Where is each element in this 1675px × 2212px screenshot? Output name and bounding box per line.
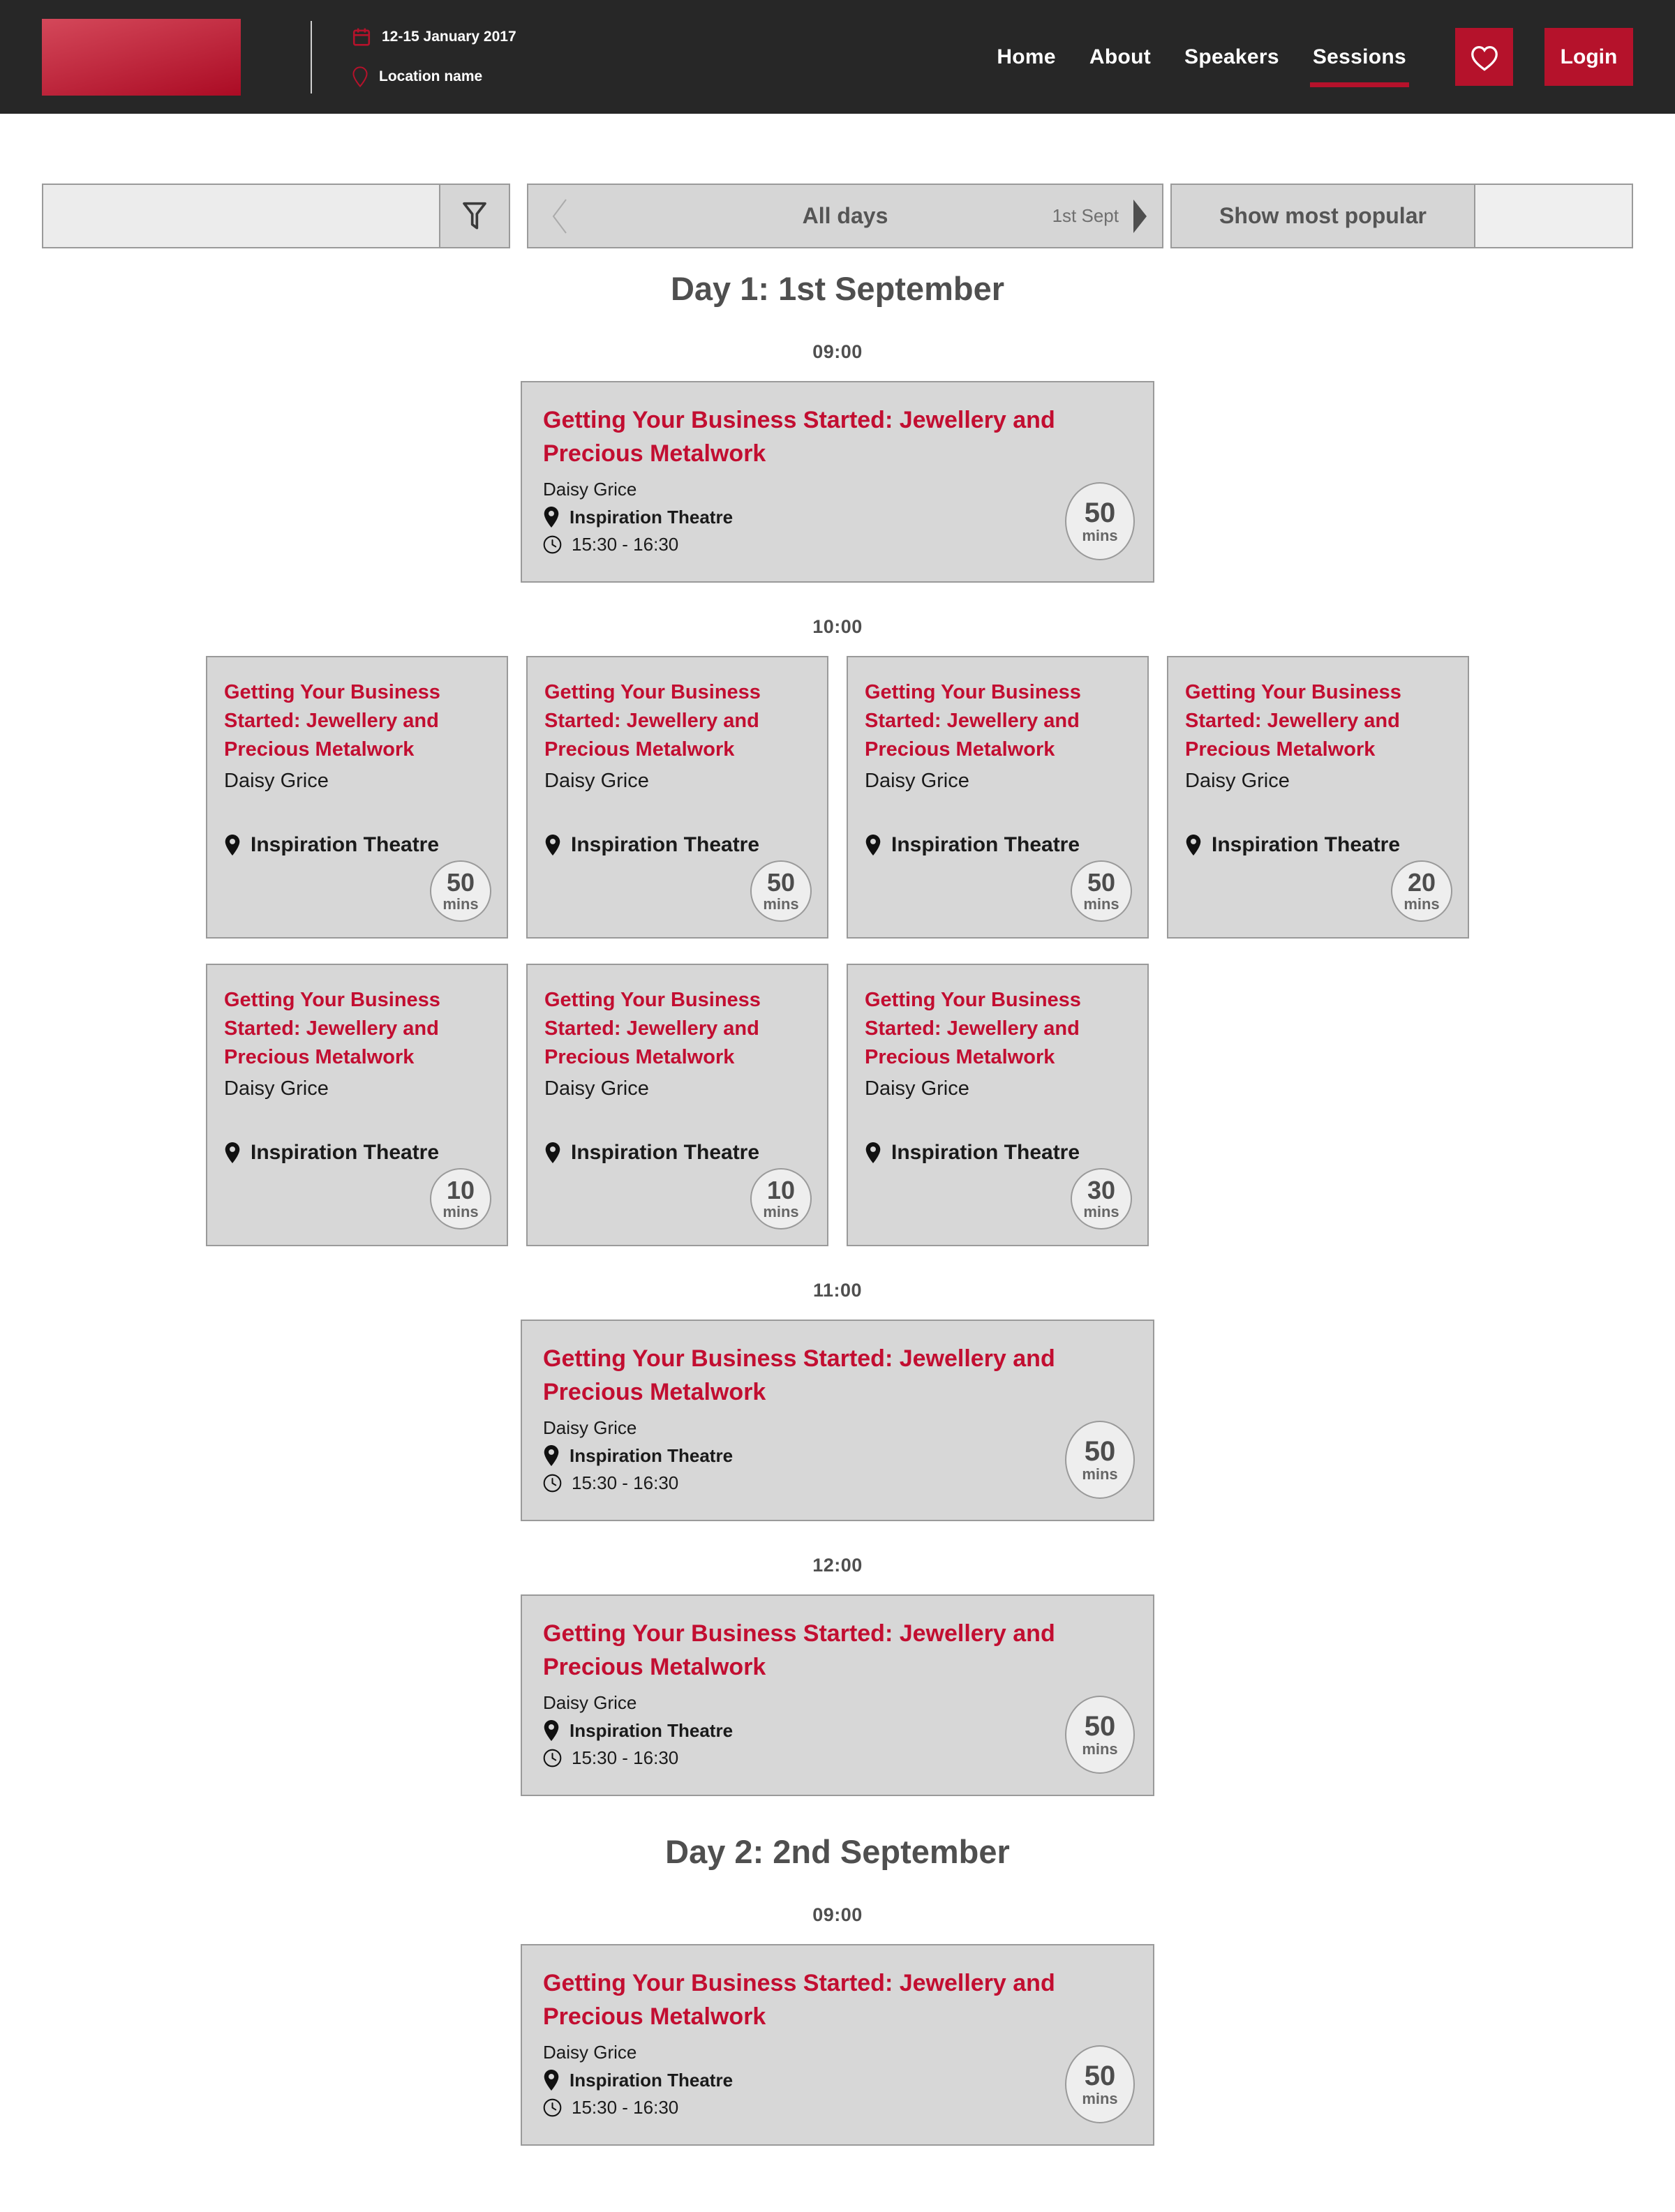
location-pin-icon	[544, 834, 561, 856]
session-title: Getting Your Business Started: Jewellery and Precious Metalwork	[544, 989, 761, 1068]
day-slots	[0, 1904, 1675, 2146]
session-card[interactable]	[206, 964, 508, 1246]
duration-badge	[1071, 860, 1132, 922]
session-location: Inspiration Theatre	[1212, 833, 1401, 856]
session-location-row	[224, 833, 490, 857]
site-header	[0, 0, 1675, 114]
session-title: Getting Your Business Started: Jewellery and Precious Metalwork	[1185, 681, 1401, 761]
session-title: Getting Your Business Started: Jewellery and Precious Metalwork	[544, 681, 761, 761]
page-bottom-spacer	[0, 2146, 1675, 2210]
event-dates-row	[352, 27, 516, 47]
session-speaker: Daisy Grice	[224, 1077, 329, 1100]
session-title: Getting Your Business Started: Jewellery and Precious Metalwork	[543, 407, 1055, 467]
time-label: 11:00	[812, 1280, 863, 1301]
time-slot	[0, 616, 1675, 1246]
session-card[interactable]	[521, 381, 1154, 583]
session-speaker: Daisy Grice	[544, 770, 649, 792]
session-title: Getting Your Business Started: Jewellery and Precious Metalwork	[224, 989, 440, 1068]
session-location-row	[224, 1141, 490, 1165]
session-speaker: Daisy Grice	[543, 2042, 637, 2063]
location-pin-icon	[865, 834, 881, 856]
clock-icon	[543, 535, 562, 554]
session-title: Getting Your Business Started: Jewellery and Precious Metalwork	[865, 989, 1081, 1068]
session-location: Inspiration Theatre	[891, 833, 1080, 856]
duration-unit: mins	[1083, 1203, 1119, 1220]
event-meta	[352, 27, 516, 87]
duration-minutes: 50	[766, 868, 796, 897]
event-location: Location name	[379, 68, 483, 84]
duration-unit: mins	[442, 895, 479, 913]
prev-day-button[interactable]	[546, 197, 572, 236]
duration-badge	[1065, 482, 1135, 560]
session-title: Getting Your Business Started: Jewellery and Precious Metalwork	[865, 681, 1081, 761]
day-section	[0, 269, 1675, 1796]
session-location-row	[543, 1719, 1132, 1742]
time-label: 10:00	[812, 616, 863, 637]
day-title: Day 2: 2nd September	[665, 1833, 1010, 1870]
duration-unit: mins	[1083, 895, 1119, 913]
session-location: Inspiration Theatre	[891, 1141, 1080, 1164]
session-location: Inspiration Theatre	[570, 2069, 734, 2091]
session-cards	[0, 381, 1675, 583]
duration-badge	[430, 1168, 491, 1230]
session-cards	[0, 1320, 1675, 1521]
search-input[interactable]	[43, 185, 439, 247]
time-slot	[0, 1904, 1675, 2146]
duration-unit: mins	[1082, 2090, 1118, 2107]
location-pin-icon	[543, 506, 560, 528]
session-location-row	[543, 506, 1132, 528]
login-button[interactable]: Login	[1544, 28, 1633, 86]
duration-badge	[750, 1168, 812, 1230]
session-speaker: Daisy Grice	[544, 1077, 649, 1100]
nav-item-speakers[interactable]: Speakers	[1184, 45, 1279, 68]
duration-minutes: 30	[1087, 1176, 1116, 1204]
clock-icon	[543, 1474, 562, 1493]
session-card[interactable]	[521, 1944, 1154, 2146]
filter-button[interactable]	[439, 185, 509, 247]
session-cards	[0, 1594, 1675, 1796]
session-time-row	[543, 1472, 1132, 1494]
filter-funnel-icon	[461, 200, 489, 232]
duration-minutes: 20	[1407, 868, 1436, 897]
day-section	[0, 1832, 1675, 2146]
duration-minutes: 50	[1084, 498, 1116, 528]
location-pin-icon	[543, 1444, 560, 1467]
session-card[interactable]	[521, 1594, 1154, 1796]
session-location-row	[543, 2069, 1132, 2091]
chevron-right-icon	[1127, 197, 1152, 236]
session-location-row	[865, 833, 1131, 857]
session-location: Inspiration Theatre	[251, 1141, 440, 1164]
session-title: Getting Your Business Started: Jewellery and Precious Metalwork	[224, 681, 440, 761]
duration-badge	[1071, 1168, 1132, 1230]
nav-item-home[interactable]: Home	[997, 45, 1056, 68]
session-title: Getting Your Business Started: Jewellery and Precious Metalwork	[543, 1345, 1055, 1405]
header-actions	[1455, 28, 1633, 86]
duration-badge	[1065, 1696, 1135, 1774]
session-card[interactable]	[526, 656, 828, 939]
session-speaker: Daisy Grice	[543, 479, 637, 500]
time-label: 09:00	[812, 1904, 863, 1925]
session-location: Inspiration Theatre	[570, 506, 734, 528]
session-time-range: 15:30 - 16:30	[572, 1747, 679, 1768]
filter-bar-filler	[1475, 184, 1633, 248]
session-time-range: 15:30 - 16:30	[572, 534, 679, 555]
session-location: Inspiration Theatre	[570, 1719, 734, 1741]
duration-badge	[1391, 860, 1452, 922]
session-title: Getting Your Business Started: Jewellery and Precious Metalwork	[543, 1970, 1055, 2030]
session-card[interactable]	[847, 656, 1149, 939]
schedule	[0, 269, 1675, 2146]
session-location-row	[1185, 833, 1451, 857]
session-location-row	[865, 1141, 1131, 1165]
location-pin-outline-icon	[352, 66, 368, 87]
next-day-group	[1052, 197, 1152, 236]
location-pin-icon	[224, 1142, 241, 1164]
session-location: Inspiration Theatre	[571, 1141, 760, 1164]
session-location-row	[544, 833, 810, 857]
session-speaker: Daisy Grice	[865, 770, 969, 792]
duration-minutes: 10	[446, 1176, 475, 1204]
favorites-button[interactable]	[1455, 28, 1513, 86]
session-card[interactable]	[526, 964, 828, 1246]
popular-segment	[1170, 184, 1633, 248]
session-time-row	[543, 534, 1132, 555]
search-segment	[42, 184, 510, 248]
duration-unit: mins	[1082, 527, 1118, 544]
session-location-row	[544, 1141, 810, 1165]
duration-badge	[430, 860, 491, 922]
nav-item-sessions[interactable]: Sessions	[1312, 45, 1406, 68]
show-most-popular-button[interactable]: Show most popular	[1170, 184, 1475, 248]
location-pin-icon	[544, 1142, 561, 1164]
time-label: 12:00	[812, 1555, 863, 1576]
session-title: Getting Your Business Started: Jewellery and Precious Metalwork	[543, 1620, 1055, 1680]
duration-minutes: 10	[766, 1176, 796, 1204]
logo[interactable]	[42, 19, 241, 96]
duration-unit: mins	[442, 1203, 479, 1220]
filter-bar	[42, 184, 1633, 248]
session-time-range: 15:30 - 16:30	[572, 1472, 679, 1493]
duration-minutes: 50	[1084, 1436, 1116, 1467]
clock-icon	[543, 1749, 562, 1768]
nav-item-about[interactable]: About	[1089, 45, 1152, 68]
location-pin-icon	[1185, 834, 1202, 856]
session-cards	[206, 656, 1469, 1246]
session-location: Inspiration Theatre	[571, 833, 760, 856]
session-speaker: Daisy Grice	[543, 1692, 637, 1713]
session-location-row	[543, 1444, 1132, 1467]
heart-icon	[1468, 42, 1501, 73]
duration-minutes: 50	[1084, 1711, 1116, 1742]
day-title: Day 1: 1st September	[670, 270, 1005, 307]
session-time-row	[543, 1747, 1132, 1769]
location-pin-icon	[224, 834, 241, 856]
session-time-range: 15:30 - 16:30	[572, 2097, 679, 2118]
duration-badge	[750, 860, 812, 922]
main-nav	[997, 45, 1406, 69]
time-slot	[0, 341, 1675, 583]
event-dates: 12-15 January 2017	[382, 28, 516, 45]
location-pin-icon	[543, 1719, 560, 1742]
duration-minutes: 50	[446, 868, 475, 897]
event-location-row	[352, 66, 516, 87]
day-selector	[527, 184, 1163, 248]
duration-minutes: 50	[1084, 2061, 1116, 2091]
next-day-label: 1st Sept	[1052, 205, 1119, 226]
calendar-icon	[352, 27, 371, 47]
session-location: Inspiration Theatre	[251, 833, 440, 856]
session-card[interactable]	[206, 656, 508, 939]
day-selector-label: All days	[802, 203, 888, 228]
time-slot	[0, 1555, 1675, 1796]
session-card[interactable]	[521, 1320, 1154, 1521]
chevron-left-icon	[546, 197, 572, 236]
next-day-button[interactable]	[1127, 197, 1152, 236]
day-slots	[0, 341, 1675, 1796]
location-pin-icon	[543, 2069, 560, 2091]
time-slot	[0, 1280, 1675, 1521]
duration-minutes: 50	[1087, 868, 1116, 897]
location-pin-icon	[865, 1142, 881, 1164]
header-divider	[311, 21, 312, 94]
session-location: Inspiration Theatre	[570, 1444, 734, 1466]
time-label: 09:00	[812, 341, 863, 362]
session-speaker: Daisy Grice	[224, 770, 329, 792]
session-speaker: Daisy Grice	[865, 1077, 969, 1100]
duration-badge	[1065, 2045, 1135, 2123]
session-cards	[0, 1944, 1675, 2146]
session-card[interactable]	[1167, 656, 1469, 939]
session-speaker: Daisy Grice	[543, 1417, 637, 1438]
duration-unit: mins	[1082, 1740, 1118, 1758]
clock-icon	[543, 2098, 562, 2117]
session-speaker: Daisy Grice	[1185, 770, 1290, 792]
session-time-row	[543, 2097, 1132, 2118]
duration-badge	[1065, 1421, 1135, 1499]
duration-unit: mins	[1404, 895, 1440, 913]
session-card[interactable]	[847, 964, 1149, 1246]
duration-unit: mins	[763, 895, 799, 913]
duration-unit: mins	[763, 1203, 799, 1220]
duration-unit: mins	[1082, 1465, 1118, 1483]
